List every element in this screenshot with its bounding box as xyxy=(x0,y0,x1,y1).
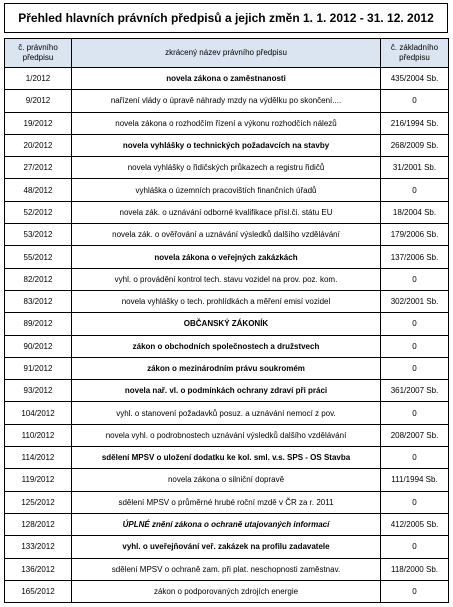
law-number-cell: 19/2012 xyxy=(5,112,72,134)
table-row xyxy=(5,268,449,290)
title-text: Přehled hlavních právních předpisů a jejich změn 1. 1. 2012 - 31. 12. 2012 xyxy=(18,11,434,25)
law-number-cell: 119/2012 xyxy=(5,469,72,491)
law-name-cell: novela vyhlášky o technických požadavcích na stavby xyxy=(72,134,381,156)
base-law-cell: 137/2006 Sb. xyxy=(381,246,449,268)
law-number-cell: 91/2012 xyxy=(5,357,72,379)
law-name-cell: novela zákona o silniční dopravě xyxy=(72,469,381,491)
table-row xyxy=(5,558,449,580)
law-number-cell: 20/2012 xyxy=(5,134,72,156)
table-row xyxy=(5,201,449,223)
law-number-cell: 128/2012 xyxy=(5,513,72,535)
base-law-cell: 0 xyxy=(381,357,449,379)
table-row xyxy=(5,513,449,535)
table-row xyxy=(5,90,449,112)
table-row xyxy=(5,402,449,424)
table-row xyxy=(5,246,449,268)
table-row xyxy=(5,224,449,246)
law-number-cell: 89/2012 xyxy=(5,313,72,335)
header-law-number: č. právního předpisu xyxy=(5,39,72,68)
table-row xyxy=(5,313,449,335)
law-name-cell: novela nař. vl. o podmínkách ochrany zdraví při práci xyxy=(72,380,381,402)
base-law-cell: 0 xyxy=(381,536,449,558)
law-number-cell: 125/2012 xyxy=(5,491,72,513)
law-number-cell: 136/2012 xyxy=(5,558,72,580)
page-title xyxy=(4,3,448,33)
table-row xyxy=(5,335,449,357)
law-number-cell: 27/2012 xyxy=(5,157,72,179)
base-law-cell: 0 xyxy=(381,335,449,357)
table-row xyxy=(5,536,449,558)
law-name-cell: vyhl. o uveřejňování veř. zakázek na profilu zadavatele xyxy=(72,536,381,558)
table-row xyxy=(5,157,449,179)
base-law-cell: 118/2000 Sb. xyxy=(381,558,449,580)
law-name-cell: sdělení MPSV o ochraně zam. při plat. neschopnosti zaměstnav. xyxy=(72,558,381,580)
table-row xyxy=(5,424,449,446)
base-law-cell: 0 xyxy=(381,580,449,602)
base-law-cell: 18/2004 Sb. xyxy=(381,201,449,223)
table-row xyxy=(5,380,449,402)
base-law-cell: 0 xyxy=(381,491,449,513)
law-name-cell: nařízení vlády o úpravě náhrady mzdy na výdělku po skončení.... xyxy=(72,90,381,112)
law-name-cell: vyhláška o územních pracovištích finančních úřadů xyxy=(72,179,381,201)
law-name-cell: novela zák. o uznávání odborné kvalifikace přísl.či. státu EU xyxy=(72,201,381,223)
table-row xyxy=(5,580,449,602)
table-row xyxy=(5,357,449,379)
law-name-cell: novela zákona o veřejných zakázkách xyxy=(72,246,381,268)
law-number-cell: 104/2012 xyxy=(5,402,72,424)
laws-table xyxy=(4,38,449,603)
law-name-cell: zákon o podporovaných zdrojích energie xyxy=(72,580,381,602)
law-name-cell: novela vyhlášky o řidičských průkazech a registru řidičů xyxy=(72,157,381,179)
base-law-cell: 0 xyxy=(381,179,449,201)
law-number-cell: 55/2012 xyxy=(5,246,72,268)
law-number-cell: 110/2012 xyxy=(5,424,72,446)
law-name-cell: novela vyhl. o podrobnostech uznávání výsledků dalšího vzdělávání xyxy=(72,424,381,446)
law-name-cell: vyhl. o stanovení požadavků posuz. a uznávání nemocí z pov. xyxy=(72,402,381,424)
law-number-cell: 83/2012 xyxy=(5,290,72,312)
law-name-cell: sdělení MPSV o průměrné hrubé roční mzdě v ČR za r. 2011 xyxy=(72,491,381,513)
law-name-cell: vyhl. o provádění kontrol tech. stavu vozidel na prov. poz. kom. xyxy=(72,268,381,290)
table-row xyxy=(5,112,449,134)
law-number-cell: 48/2012 xyxy=(5,179,72,201)
table-row xyxy=(5,68,449,90)
law-number-cell: 165/2012 xyxy=(5,580,72,602)
base-law-cell: 0 xyxy=(381,90,449,112)
law-name-cell: novela zák. o ověřování a uznávání výsledků dalšího vzdělávání xyxy=(72,224,381,246)
table-row xyxy=(5,179,449,201)
header-base-law: č. základního předpisu xyxy=(381,39,449,68)
law-name-cell: OBČANSKÝ ZÁKONÍK xyxy=(72,313,381,335)
table-row xyxy=(5,134,449,156)
law-number-cell: 90/2012 xyxy=(5,335,72,357)
base-law-cell: 0 xyxy=(381,402,449,424)
law-name-cell: sdělení MPSV o uložení dodatku ke kol. sml. v.s. SPS - OS Stavba xyxy=(72,447,381,469)
law-number-cell: 133/2012 xyxy=(5,536,72,558)
base-law-cell: 0 xyxy=(381,268,449,290)
base-law-cell: 111/1994 Sb. xyxy=(381,469,449,491)
law-number-cell: 53/2012 xyxy=(5,224,72,246)
header-law-name: zkrácený název právního předpisu xyxy=(72,39,381,68)
law-name-cell: zákon o obchodních společnostech a družstvech xyxy=(72,335,381,357)
law-number-cell: 9/2012 xyxy=(5,90,72,112)
base-law-cell: 216/1994 Sb. xyxy=(381,112,449,134)
law-name-cell: zákon o mezinárodním právu soukromém xyxy=(72,357,381,379)
table-row xyxy=(5,491,449,513)
table-row xyxy=(5,469,449,491)
base-law-cell: 361/2007 Sb. xyxy=(381,380,449,402)
law-name-cell: ÚPLNÉ znění zákona o ochraně utajovaných informací xyxy=(72,513,381,535)
base-law-cell: 435/2004 Sb. xyxy=(381,68,449,90)
law-number-cell: 114/2012 xyxy=(5,447,72,469)
base-law-cell: 302/2001 Sb. xyxy=(381,290,449,312)
base-law-cell: 0 xyxy=(381,313,449,335)
base-law-cell: 31/2001 Sb. xyxy=(381,157,449,179)
law-number-cell: 52/2012 xyxy=(5,201,72,223)
law-number-cell: 82/2012 xyxy=(5,268,72,290)
law-number-cell: 1/2012 xyxy=(5,68,72,90)
base-law-cell: 268/2009 Sb. xyxy=(381,134,449,156)
base-law-cell: 179/2006 Sb. xyxy=(381,224,449,246)
header-row xyxy=(5,39,449,68)
law-name-cell: novela vyhlášky o tech. prohlídkách a měření emisí vozidel xyxy=(72,290,381,312)
base-law-cell: 208/2007 Sb. xyxy=(381,424,449,446)
law-name-cell: novela zákona o zaměstnanosti xyxy=(72,68,381,90)
table-row xyxy=(5,447,449,469)
law-number-cell: 93/2012 xyxy=(5,380,72,402)
table-row xyxy=(5,290,449,312)
law-name-cell: novela zákona o rozhodčím řízení a výkonu rozhodčích nálezů xyxy=(72,112,381,134)
base-law-cell: 412/2005 Sb. xyxy=(381,513,449,535)
base-law-cell: 0 xyxy=(381,447,449,469)
